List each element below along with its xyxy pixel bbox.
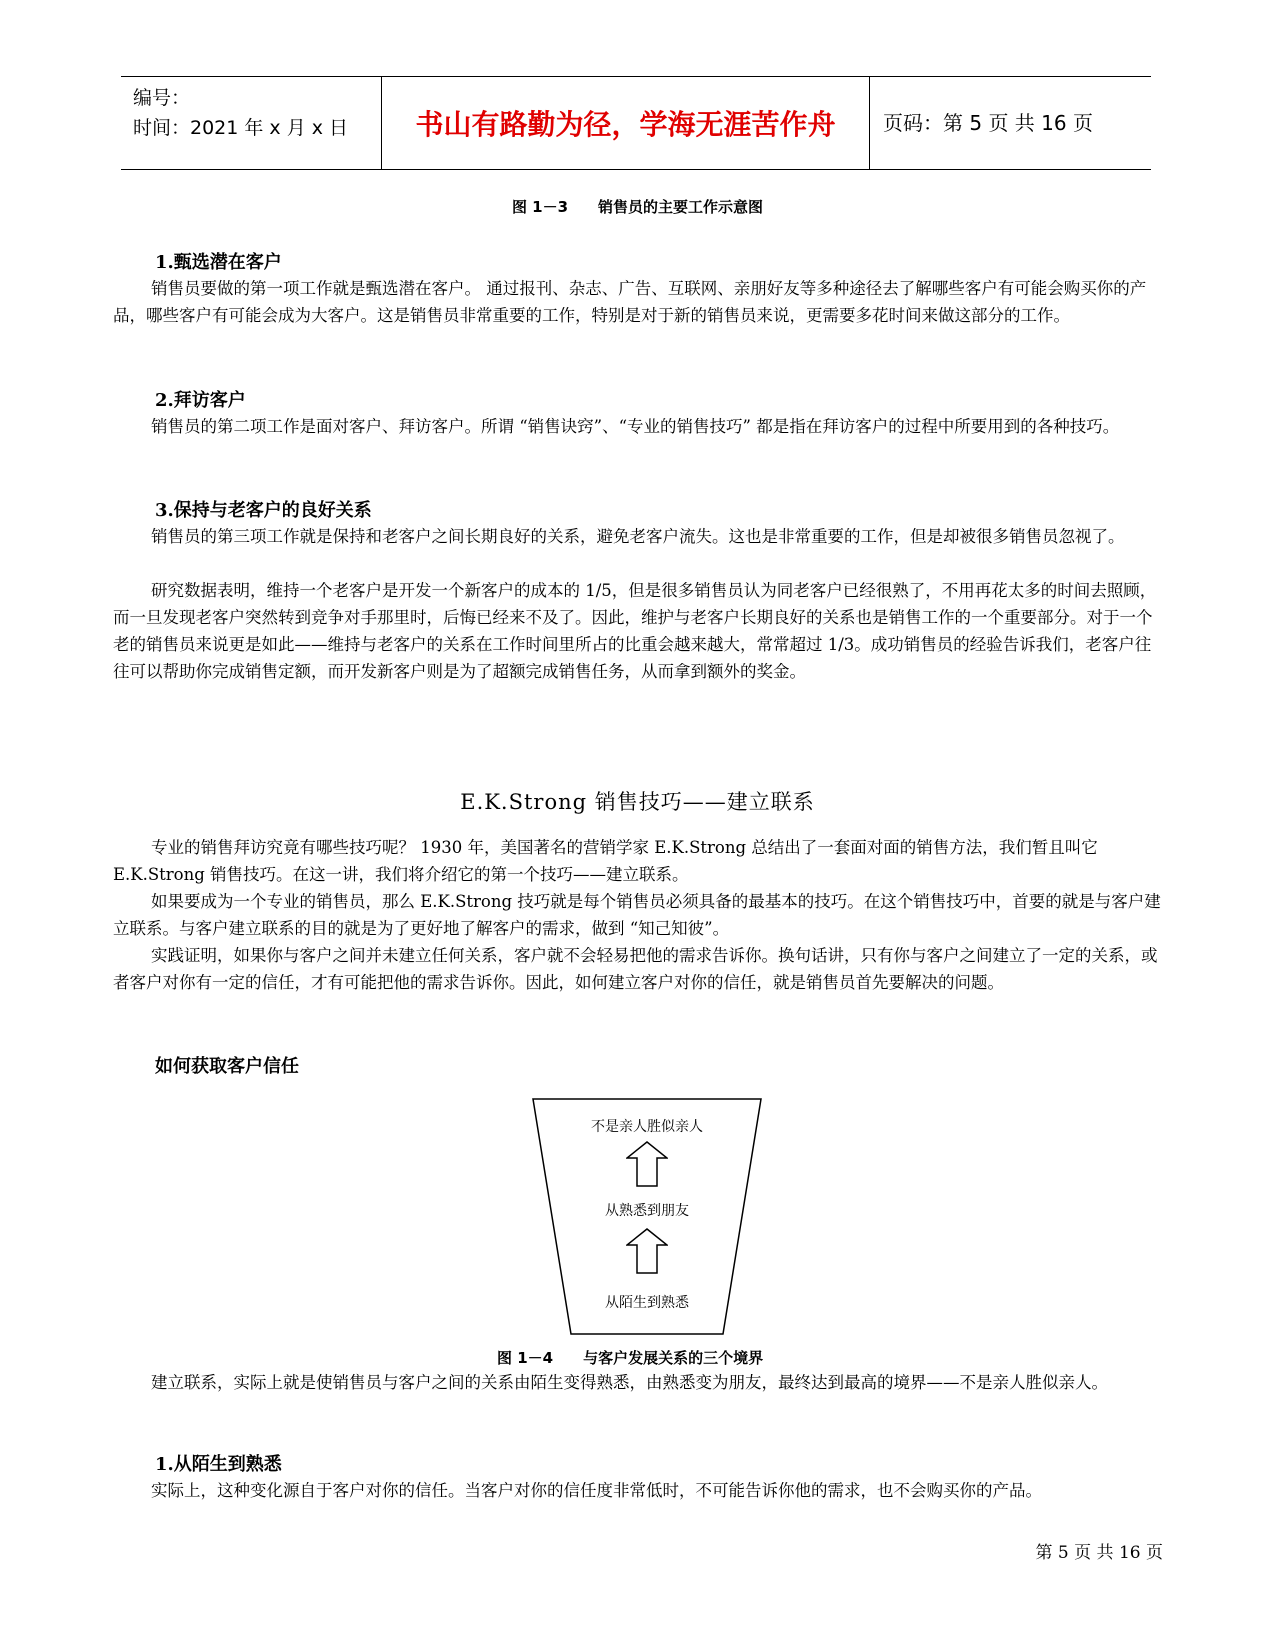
header-divider: [869, 77, 870, 169]
header-page-number: 页码：第 5 页 共 16 页: [883, 111, 1093, 135]
document-number-label: 编号：: [133, 87, 191, 109]
paragraph: 销售员要做的第一项工作就是甄选潜在客户。 通过报刊、杂志、广告、互联网、亲朋好友等多种途径去了解哪些客户有可能会购买你的产品，哪些客户有可能会成为大客户。这是销售员非常重要的工作，特别是对于新的销售员来说，更需要多花时间来做这部分的工作。: [113, 279, 1147, 325]
section-heading: 如何获取客户信任: [155, 1056, 299, 1077]
header-motto: 书山有路勤为径，学海无涯苦作舟: [415, 108, 836, 141]
section-heading: 1.从陌生到熟悉: [155, 1454, 282, 1475]
paragraph: 销售员的第二项工作是面对客户、拜访客户。所谓 “销售诀窍”、“专业的销售技巧” 都是指在拜访客户的过程中所要用到的各种技巧。: [151, 417, 1120, 436]
paragraph: 实际上，这种变化源自于客户对你的信任。当客户对你的信任度非常低时，不可能告诉你他的需求，也不会购买你的产品。: [151, 1481, 1042, 1500]
section-heading: 2.拜访客户: [155, 390, 246, 411]
paragraph: 建立联系，实际上就是使销售员与客户之间的关系由陌生变得熟悉，由熟悉变为朋友，最终达到最高的境界——不是亲人胜似亲人。: [151, 1373, 1108, 1392]
page-footer: 第 5 页 共 16 页: [1035, 1543, 1163, 1563]
page-header: [121, 76, 1151, 170]
paragraph: 销售员的第三项工作就是保持和老客户之间长期良好的关系，避免老客户流失。这也是非常重要的工作，但是却被很多销售员忽视了。: [151, 527, 1125, 546]
figure-caption: 图 1－4 与客户发展关系的三个境界: [497, 1349, 764, 1367]
diagram-level-label: 从熟悉到朋友: [605, 1203, 689, 1219]
paragraph: 如果要成为一个专业的销售员，那么 E.K.Strong 技巧就是每个销售员必须具备的最基本的技巧。在这个销售技巧中，首要的就是与客户建立联系。与客户建立联系的目的就是为了更好地了解客户的需求，做到 “知己知彼”。: [113, 892, 1161, 938]
diagram-level-label: 从陌生到熟悉: [605, 1295, 689, 1311]
section-heading: 1.甄选潜在客户: [155, 252, 282, 273]
diagram-level-label: 不是亲人胜似亲人: [591, 1119, 703, 1135]
paragraph: 专业的销售拜访究竟有哪些技巧呢？ 1930 年，美国著名的营销学家 E.K.Strong 总结出了一套面对面的销售方法，我们暂且叫它 E.K.Strong 销售技巧。在这一讲，我们将介绍它的第一个技巧——建立联系。: [113, 838, 1098, 884]
header-meta: [133, 83, 348, 143]
paragraph: 实践证明，如果你与客户之间并未建立任何关系，客户就不会轻易把他的需求告诉你。换句话讲，只有你与客户之间建立了一定的关系，或者客户对你有一定的信任，才有可能把他的需求告诉你。因此，如何建立客户对你的信任，就是销售员首先要解决的问题。: [113, 946, 1158, 992]
paragraph: 研究数据表明，维持一个老客户是开发一个新客户的成本的 1/5，但是很多销售员认为同老客户已经很熟了，不用再花太多的时间去照顾，而一旦发现老客户突然转到竞争对手那里时，后悔已经来不及了。因此，维护与老客户长期良好的关系也是销售工作的一个重要部分。对于一个老的销售员来说更是如此——维持与老客户的关系在工作时间里所占的比重会越来越大，常常超过 1/3。成功销售员的经验告诉我们，老客户往往可以帮助你完成销售定额，而开发新客户则是为了超额完成销售任务，从而拿到额外的奖金。: [113, 581, 1157, 681]
up-arrow-icon: [626, 1228, 668, 1274]
trust-levels-diagram: [532, 1098, 762, 1336]
up-arrow-icon: [626, 1141, 668, 1187]
section-heading: 3.保持与老客户的良好关系: [155, 500, 372, 521]
figure-caption: 图 1－3 销售员的主要工作示意图: [511, 198, 764, 216]
document-time-label: 时间：2021 年 x 月 x 日: [133, 117, 349, 139]
chapter-title: E.K.Strong 销售技巧——建立联系: [460, 790, 815, 814]
